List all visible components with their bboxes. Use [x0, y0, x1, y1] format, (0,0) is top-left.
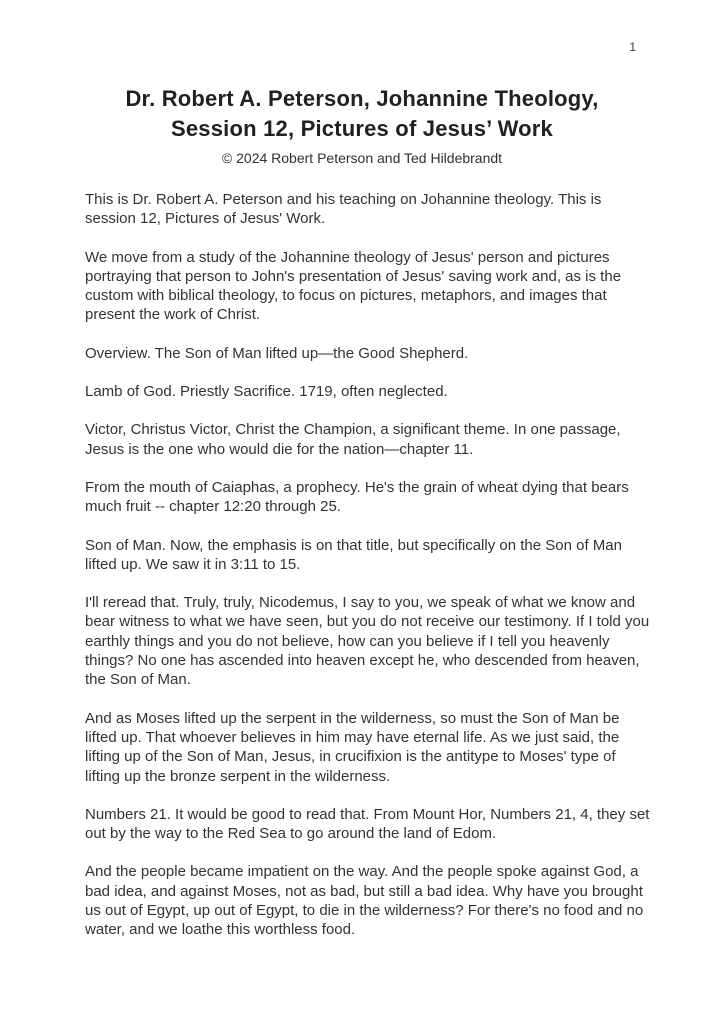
paragraph: Overview. The Son of Man lifted up—the Good Shepherd.	[85, 344, 469, 362]
paragraph: This is Dr. Robert A. Peterson and his teaching on Johannine theology. This is session 12, Pictures of Jesus' Work.	[85, 191, 602, 228]
paragraph: Numbers 21. It would be good to read that. From Mount Hor, Numbers 21, 4, they set out by the way to the Red Sea to go around the land of Edom.	[85, 805, 650, 843]
paragraph: I'll reread that. Truly, truly, Nicodemus, I say to you, we speak of what we know and bear witness to what we have seen, but you do not receive our testimony. If I told you earthly things and you do not believe, how can you believe if I tell you heavenly things? No one has ascended into heaven except he, who descended from heaven, the Son of Man.	[85, 594, 650, 689]
paragraph: Son of Man. Now, the emphasis is on that title, but specifically on the Son of Man lifted up. We saw it in 3:11 to 15.	[85, 536, 622, 573]
document-title-line1: Dr. Robert A. Peterson, Johannine Theology,	[125, 86, 599, 111]
paragraph: From the mouth of Caiaphas, a prophecy. He's the grain of wheat dying that bears much fruit -- chapter 12:20 through 25.	[85, 478, 629, 516]
title-block	[0, 0, 724, 167]
paragraph: We move from a study of the Johannine theology of Jesus' person and pictures portraying that person to John's presentation of Jesus' saving work and, as is the custom with biblical theology, to focus on pictures, metaphors, and images that present the work of Christ.	[85, 248, 622, 324]
paragraph: Victor, Christus Victor, Christ the Champion, a significant theme. In one passage, Jesus is the one who would die for the nation—chapter 11.	[85, 421, 621, 458]
paragraph: And the people became impatient on the way. And the people spoke against God, a bad idea, and against Moses, not as bad, but still a bad idea. Why have you brought us out of Egypt, up out of Egypt, to die in the wilderness? For there's no food and no water, and we loathe this worthless food.	[85, 863, 644, 939]
copyright-line: © 2024 Robert Peterson and Ted Hildebrandt	[221, 150, 503, 166]
page-number: 1	[629, 40, 636, 54]
document-body	[85, 190, 652, 940]
paragraph: And as Moses lifted up the serpent in the wilderness, so must the Son of Man be lifted up. That whoever believes in him may have eternal life. As we just said, the lifting up of the Son of Man, Jesus, in crucifixion is the antitype to Moses' type of lifting up the bronze serpent in the wilderness.	[85, 709, 620, 785]
paragraph: Lamb of God. Priestly Sacrifice. 1719, often neglected.	[85, 383, 448, 401]
document-title-line2: Session 12, Pictures of Jesus’ Work	[171, 116, 553, 141]
